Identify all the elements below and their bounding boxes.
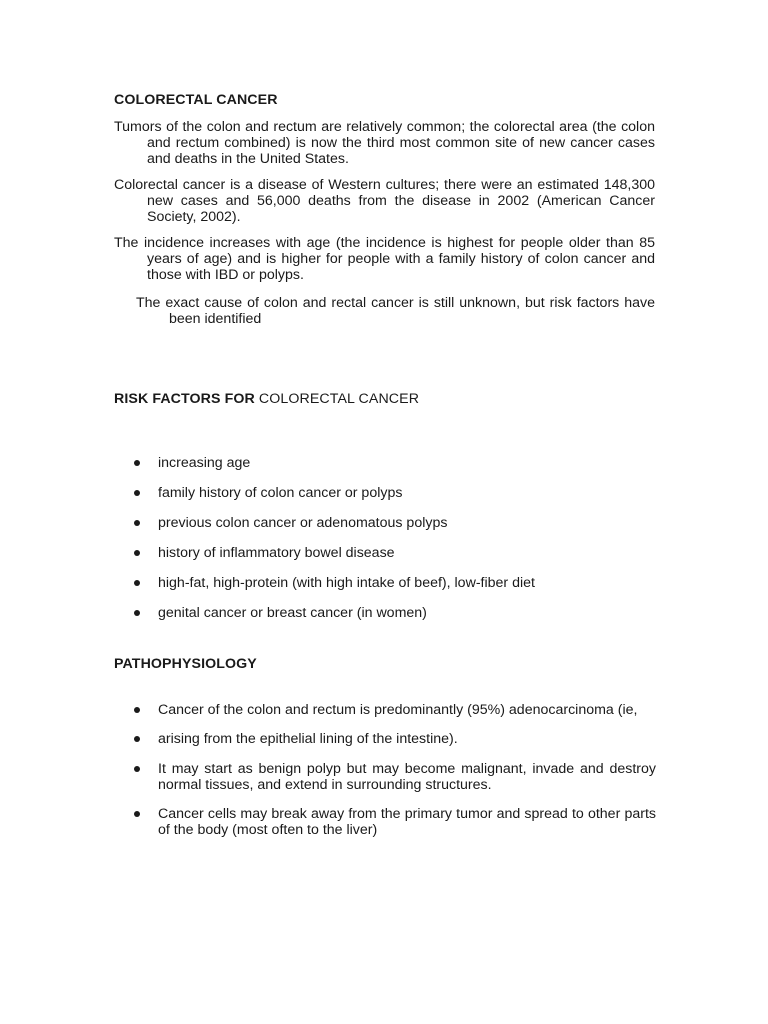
document-page — [114, 0, 656, 1024]
risk-factors-title-bold: RISK FACTORS FOR — [114, 391, 255, 407]
risk-factors-title-normal: COLORECTAL CANCER — [258, 391, 420, 407]
paragraph-western-cultures: Colorectal cancer is a disease of Western cultures; there were an estimated 148,300 new cases and 56,000 deaths from the disease in 2002 (American Cancer Society, 2002). — [114, 177, 655, 225]
list-item: family history of colon cancer or polyps — [114, 485, 656, 501]
list-item: It may start as benign polyp but may become malignant, invade and destroy normal tissues, and extend in surrounding structures. — [114, 761, 656, 793]
list-item: previous colon cancer or adenomatous polyps — [114, 515, 656, 531]
list-item: arising from the epithelial lining of the intestine). — [114, 731, 656, 747]
bullet-icon — [134, 811, 140, 817]
list-item: Cancer cells may break away from the primary tumor and spread to other parts of the body (most often to the liver) — [114, 806, 656, 838]
bullet-icon — [134, 550, 140, 556]
section-title-risk-factors — [114, 391, 419, 407]
list-item: Cancer of the colon and rectum is predominantly (95%) adenocarcinoma (ie, — [114, 702, 656, 718]
bullet-icon — [134, 707, 140, 713]
bullet-icon — [134, 610, 140, 616]
paragraph-incidence: The incidence increases with age (the incidence is highest for people older than 85 years of age) and is higher for people with a family history of colon cancer and those with IBD or polyps. — [114, 235, 655, 283]
bullet-icon — [134, 736, 140, 742]
bullet-icon — [134, 490, 140, 496]
list-item: history of inflammatory bowel disease — [114, 545, 656, 561]
bullet-icon — [134, 766, 140, 772]
pathophysiology-list — [114, 702, 656, 838]
section-title-pathophysiology: PATHOPHYSIOLOGY — [114, 656, 257, 672]
bullet-icon — [134, 460, 140, 466]
paragraph-intro: Tumors of the colon and rectum are relatively common; the colorectal area (the colon and rectum combined) is now the third most common site of new cancer cases and deaths in the United States. — [114, 119, 655, 167]
bullet-icon — [134, 520, 140, 526]
section-title-colorectal-cancer: COLORECTAL CANCER — [114, 92, 278, 108]
list-item: genital cancer or breast cancer (in women) — [114, 605, 656, 621]
list-item: high-fat, high-protein (with high intake of beef), low-fiber diet — [114, 575, 656, 591]
risk-factors-list — [114, 455, 656, 621]
paragraph-exact-cause: The exact cause of colon and rectal cancer is still unknown, but risk factors have been identified — [136, 295, 655, 327]
bullet-icon — [134, 580, 140, 586]
list-item: increasing age — [114, 455, 656, 471]
